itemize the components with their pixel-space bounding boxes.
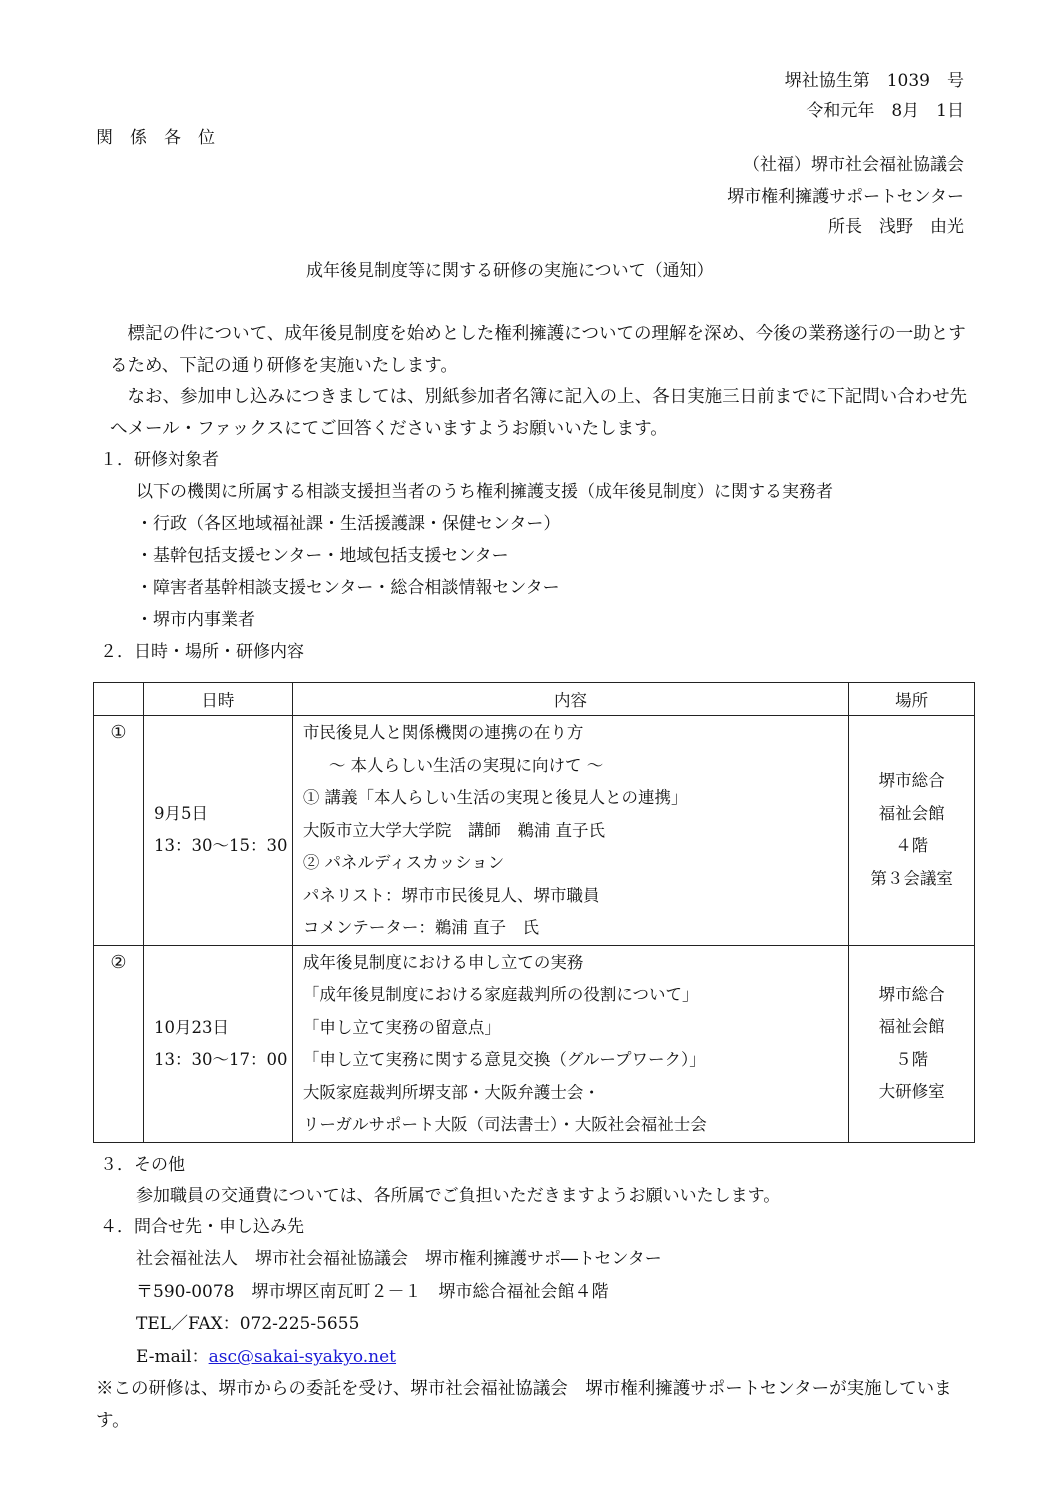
content-line: 「申し立て実務に関する意見交換（グループワーク）」 — [302, 1050, 706, 1069]
place-line: 大研修室 — [878, 1082, 945, 1101]
session-time: 13：30～17：00 — [153, 1049, 288, 1069]
intro-paragraph-1: 標記の件について、成年後見制度を始めとした権利擁護についての理解を深め、今後の業務遂行の一助とするため、下記の通り研修を実施いたします。 — [110, 324, 966, 376]
content-line: ～ 本人らしい生活の実現に向けて ～ — [328, 755, 604, 775]
section3-text: 参加職員の交通費については、各所属でご負担いただきますようお願いいたします。 — [136, 1186, 781, 1206]
email-label: E-mail： — [136, 1347, 209, 1367]
session-date: 10月23日 — [153, 1017, 229, 1037]
table-header-row — [94, 683, 975, 716]
content-line: ② パネルディスカッション — [302, 853, 505, 872]
contact-address: 〒590-0078 堺市堺区南瓦町２－１ 堺市総合福祉会館４階 — [136, 1282, 609, 1302]
session-number: ① — [94, 716, 144, 946]
intro-paragraph-2: なお、参加申し込みにつきましては、別紙参加者名簿に記入の上、各日実施三日前までに下記問い合わせ先へメール・ファックスにてご回答くださいますようお願いいたします。 — [110, 387, 968, 439]
contact-organization: 社会福祉法人 堺市社会福祉協議会 堺市権利擁護サポ―トセンター — [136, 1249, 662, 1269]
session-content — [292, 716, 848, 946]
target-item: ・堺市内事業者 — [136, 610, 255, 630]
section1-lead: 以下の機関に所属する相談支援担当者のうち権利擁護支援（成年後見制度）に関する実務者 — [136, 482, 833, 502]
content-line: 大阪家庭裁判所堺支部・大阪弁護士会・ — [302, 1082, 600, 1102]
target-item: ・行政（各区地域福祉課・生活援護課・保健センター） — [136, 514, 561, 534]
session-time: 13：30～15：30 — [153, 836, 288, 856]
contact-email-row — [136, 1349, 396, 1366]
session-datetime — [143, 945, 292, 1142]
section1-heading: １．研修対象者 — [100, 450, 219, 470]
target-item: ・基幹包括支援センター・地域包括支援センター — [136, 546, 509, 566]
content-line: 市民後見人と関係機関の連携の在り方 — [302, 723, 584, 742]
header-no — [94, 683, 144, 716]
document-title: 成年後見制度等に関する研修の実施について（通知） — [306, 261, 714, 281]
content-line: 「成年後見制度における家庭裁判所の役割について」 — [302, 985, 699, 1004]
section3-heading: ３．その他 — [100, 1155, 185, 1175]
place-line: 堺市総合 — [878, 984, 945, 1004]
content-line: リーガルサポート大阪（司法書士）・大阪社会福祉士会 — [302, 1115, 707, 1134]
session-place — [849, 716, 975, 946]
content-line: パネリスト：堺市市民後見人、堺市職員 — [302, 885, 600, 905]
session-date: 9月5日 — [153, 804, 208, 824]
place-line: ４階 — [895, 836, 929, 856]
place-line: 第３会議室 — [870, 868, 953, 888]
place-line: 福祉会館 — [878, 803, 945, 823]
content-line: 「申し立て実務の留意点」 — [302, 1017, 501, 1037]
table-row — [94, 945, 975, 1142]
header-place: 場所 — [849, 683, 975, 716]
addressee: 関 係 各 位 — [96, 128, 215, 148]
place-line: ５階 — [895, 1049, 929, 1069]
table-row — [94, 716, 975, 946]
session-place — [849, 945, 975, 1142]
header-date: 日時 — [143, 683, 292, 716]
schedule-table — [93, 682, 975, 1143]
section4-heading: ４．問合せ先・申し込み先 — [100, 1217, 304, 1237]
content-line: 成年後見制度における申し立ての実務 — [302, 952, 584, 972]
email-link[interactable]: asc@sakai-syakyo.net — [208, 1347, 397, 1367]
content-line: 大阪市立大学大学院 講師 鵜浦 直子氏 — [302, 820, 606, 840]
place-line: 堺市総合 — [878, 771, 945, 791]
footnote: ※この研修は、堺市からの委託を受け、堺市社会福祉協議会 堺市権利擁護サポートセンターが実施しています。 — [96, 1379, 952, 1431]
content-line: コメンテーター：鵜浦 直子 氏 — [302, 918, 540, 937]
header-content: 内容 — [292, 683, 848, 716]
contact-tel-fax: TEL／FAX：072-225-5655 — [136, 1314, 360, 1334]
document-date: 令和元年 8月 1日 — [806, 101, 964, 121]
place-line: 福祉会館 — [878, 1017, 945, 1036]
sender-center: 堺市権利擁護サポートセンター — [727, 187, 964, 207]
session-number: ② — [94, 945, 144, 1142]
sender-name: 所長 浅野 由光 — [828, 217, 964, 237]
session-content — [292, 945, 848, 1142]
session-datetime — [143, 716, 292, 946]
document-number: 堺社協生第 1039 号 — [784, 71, 964, 91]
target-item: ・障害者基幹相談支援センター・総合相談情報センター — [136, 578, 560, 598]
section2-heading: ２．日時・場所・研修内容 — [100, 642, 304, 662]
content-line: ① 講義「本人らしい生活の実現と後見人との連携」 — [302, 788, 688, 807]
sender-organization: （社福）堺市社会福祉協議会 — [743, 155, 964, 175]
